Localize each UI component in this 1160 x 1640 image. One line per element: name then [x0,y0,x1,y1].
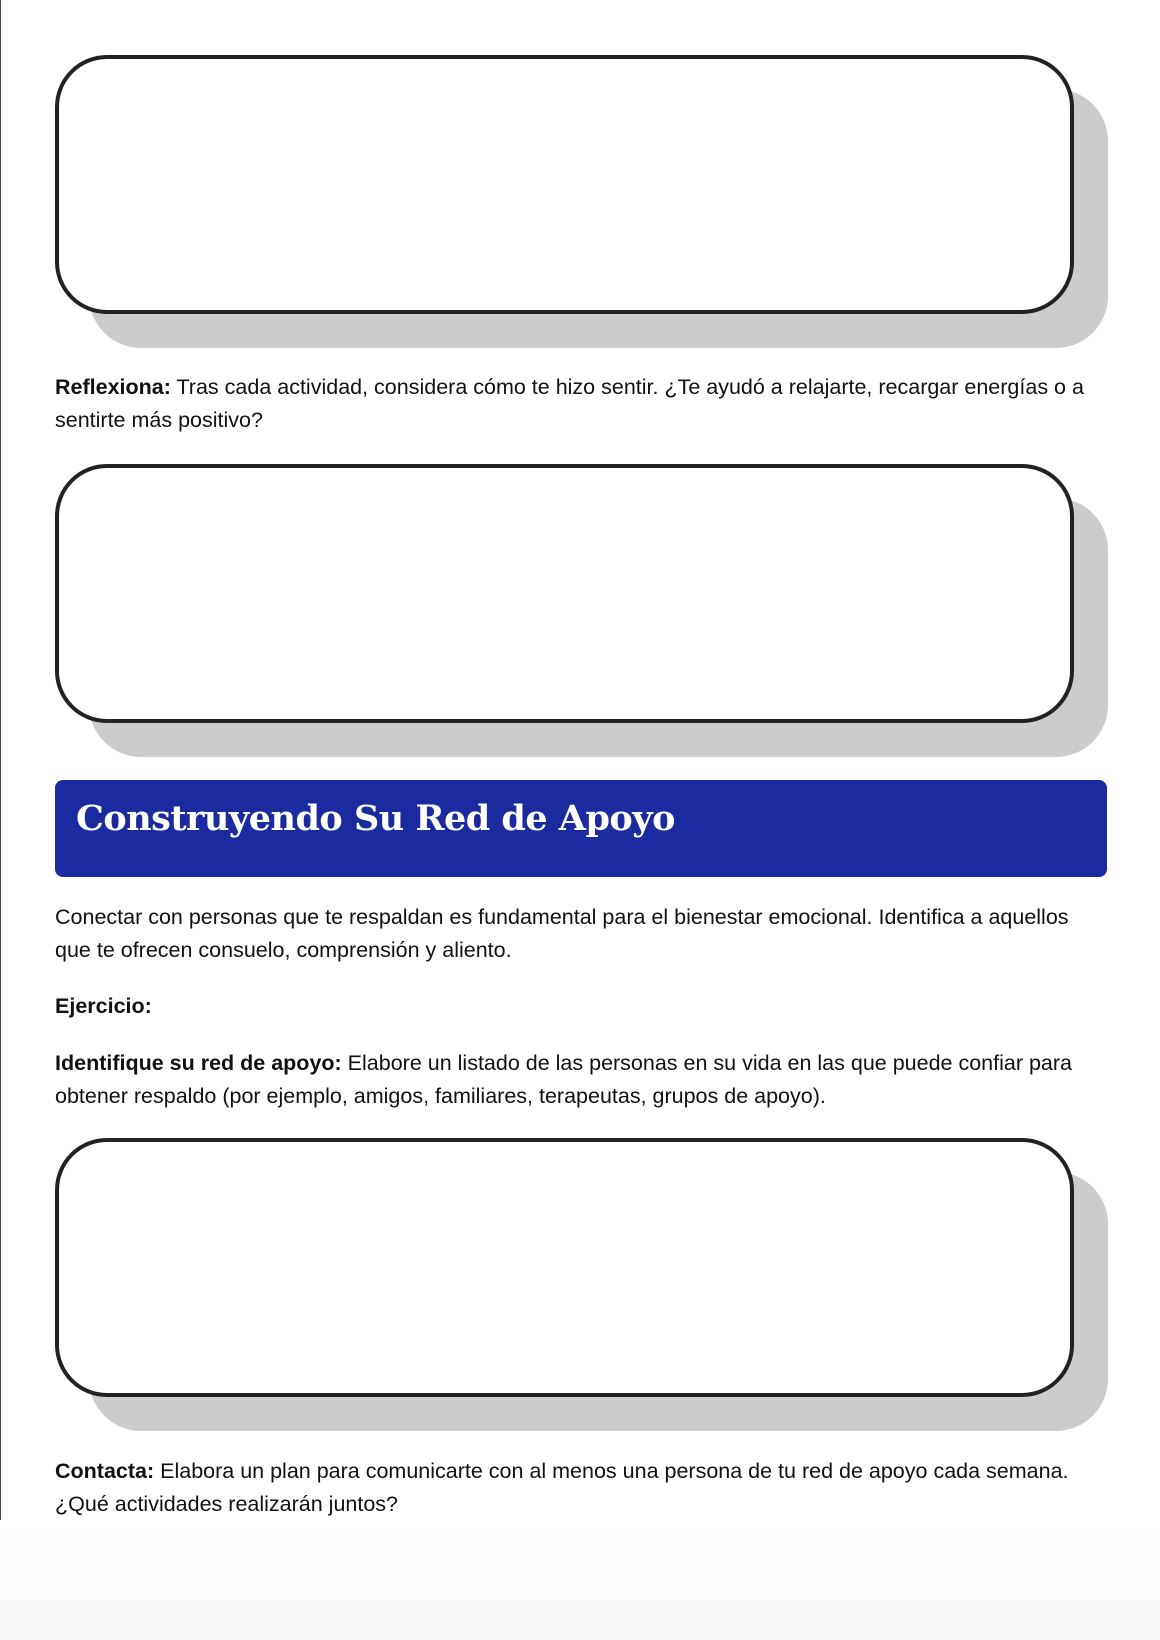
section-intro: Conectar con personas que te respaldan es fundamental para el bienestar emocional. Identifica a aquellos que te ofrecen consuelo, comprensión y aliento. [55,905,1069,962]
answer-box-3[interactable] [55,1138,1074,1397]
section-header [55,780,1107,877]
answer-box-1[interactable] [55,55,1074,314]
contact-label: Contacta: [55,1459,155,1483]
page-edge [0,0,1,1640]
identify-text: Elabore un listado de las personas en su vida en las que puede confiar para obtener respaldo (por ejemplo, amigos, familiares, terapeutas, grupos de apoyo). [55,1051,1072,1108]
exercise-label-text: Ejercicio: [55,994,152,1018]
reflect-text: Tras cada actividad, considera cómo te hizo sentir. ¿Te ayudó a relajarte, recargar energías o a sentirte más positivo? [55,375,1084,432]
identify-paragraph [55,1047,1085,1113]
contact-paragraph [55,1455,1085,1521]
reflect-paragraph [55,371,1085,437]
reflect-label: Reflexiona: [55,375,171,399]
contact-text: Elabora un plan para comunicarte con al menos una persona de tu red de apoyo cada semana. ¿Qué actividades realizarán juntos? [55,1459,1069,1516]
exercise-label [55,990,1085,1023]
bottom-fade [0,1520,1160,1640]
answer-box-2[interactable] [55,464,1074,723]
section-title: Construyendo Su Red de Apoyo [76,798,675,839]
identify-label: Identifique su red de apoyo: [55,1051,342,1075]
